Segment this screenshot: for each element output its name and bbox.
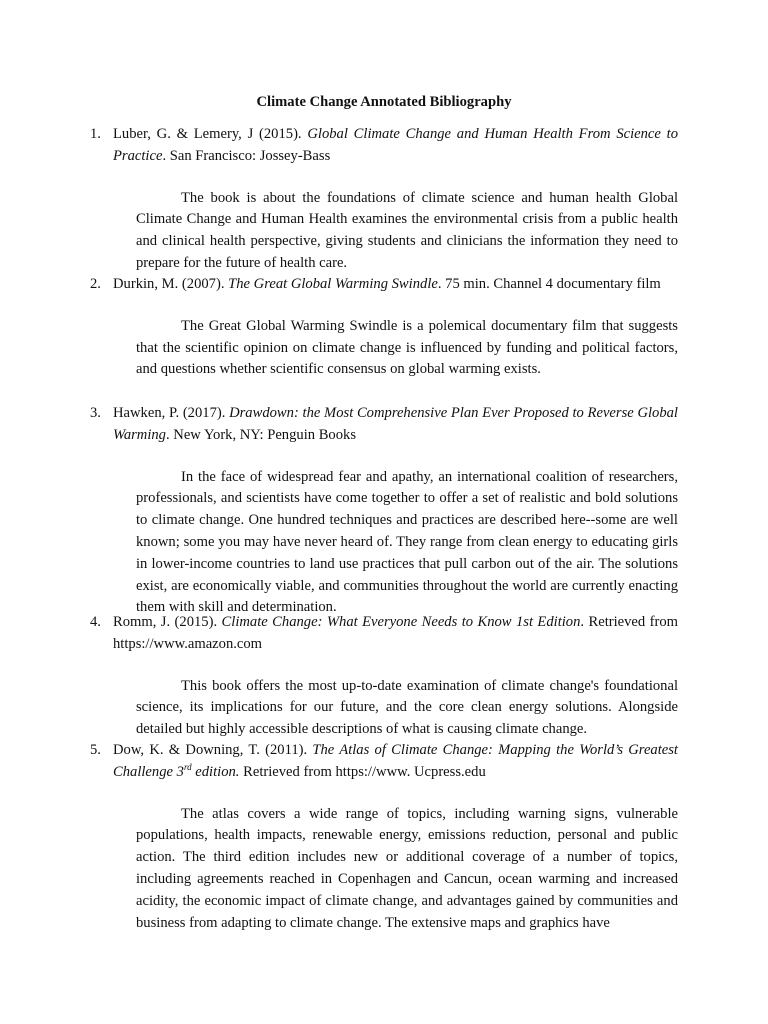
citation-authors: Dow, K. & Downing, T. (2011). (113, 742, 313, 758)
entry-number: 5. (90, 742, 101, 758)
annotation-paragraph: The book is about the foundations of climate science and human health Global Climate Change and Human Health examines the environmental crisis from a public health and clinical health perspective, giving students and clinicians the information they need to prepare for the future of health care. (136, 189, 678, 271)
citation-source: Retrieved from https://www. Ucpress.edu (239, 763, 486, 780)
citation (90, 403, 678, 447)
bibliography-entry-4 (90, 612, 678, 741)
citation-source: . Retrieved from https://www.amazon.com (113, 614, 679, 652)
citation (90, 740, 678, 784)
entry-number: 2. (90, 276, 101, 292)
annotation-paragraph: The atlas covers a wide range of topics, including warning signs, vulnerable populations, health impacts, renewable energy, emissions reduction, personal and public action. The third edition includes new or additional coverage of a number of topics, including agreements reached in Copenhagen and Cancun, ocean warming and increased acidity, the economic impact of climate change, and advantages gained by communities and business from adapting to climate change. The extensive maps and graphics have (136, 805, 678, 931)
citation (90, 274, 678, 296)
citation-authors: Hawken, P. (2017). (113, 405, 230, 421)
document-title: Climate Change Annotated Bibliography (256, 94, 512, 110)
entry-number: 1. (90, 126, 101, 142)
citation-authors: Romm, J. (2015). (113, 614, 222, 630)
citation-title: Drawdown: the Most Comprehensive Plan Ever Proposed to Reverse Global Warming (113, 405, 678, 443)
citation-publisher: . 75 min. Channel 4 documentary film (437, 276, 661, 292)
annotation-paragraph: This book offers the most up-to-date examination of climate change's foundational science, its implications for our future, and the core clean energy solutions. Alongside detailed but highly accessible descriptions of what is causing climate change. (136, 677, 678, 738)
citation-publisher: . New York, NY: Penguin Books (165, 426, 357, 443)
citation-authors: Luber, G. & Lemery, J (2015). (113, 126, 308, 142)
bibliography-entry-5 (90, 740, 678, 934)
citation-title: The Atlas of Climate Change: Mapping the World’s Greatest Challenge 3 (113, 742, 678, 780)
annotation-paragraph: In the face of widespread fear and apathy, an international coalition of researchers, professionals, and scientists have come together to offer a set of realistic and bold solutions to climate change. One hundred techniques and practices are described here--some are well known; some you may have never heard of. They range from clean energy to educating girls in lower-income countries to land use practices that pull carbon out of the air. The solutions exist, are economically viable, and communities throughout the world are currently enacting them with skill and determination. (136, 468, 678, 616)
citation (90, 124, 678, 168)
entry-number: 4. (90, 614, 101, 630)
annotation-paragraph: The Great Global Warming Swindle is a polemical documentary film that suggests that the scientific opinion on climate change is influenced by funding and political factors, and questions whether scientific consensus on global warming exists. (136, 317, 678, 378)
citation-publisher: . San Francisco: Jossey-Bass (162, 147, 331, 164)
citation (90, 612, 678, 656)
bibliography-entry-2 (90, 274, 678, 381)
citation-title: Climate Change: What Everyone Needs to Know 1st Edition (221, 614, 581, 630)
citation-edition-label: edition. (191, 763, 240, 780)
bibliography-entry-1 (90, 124, 678, 275)
entry-number: 3. (90, 405, 101, 421)
citation-edition-superscript: rd (183, 761, 192, 772)
citation-authors: Durkin, M. (2007). (113, 276, 229, 292)
citation-title: Global Climate Change and Human Health From Science to Practice (113, 126, 679, 164)
bibliography-entry-3 (90, 403, 678, 619)
citation-title: The Great Global Warming Swindle (228, 276, 438, 292)
